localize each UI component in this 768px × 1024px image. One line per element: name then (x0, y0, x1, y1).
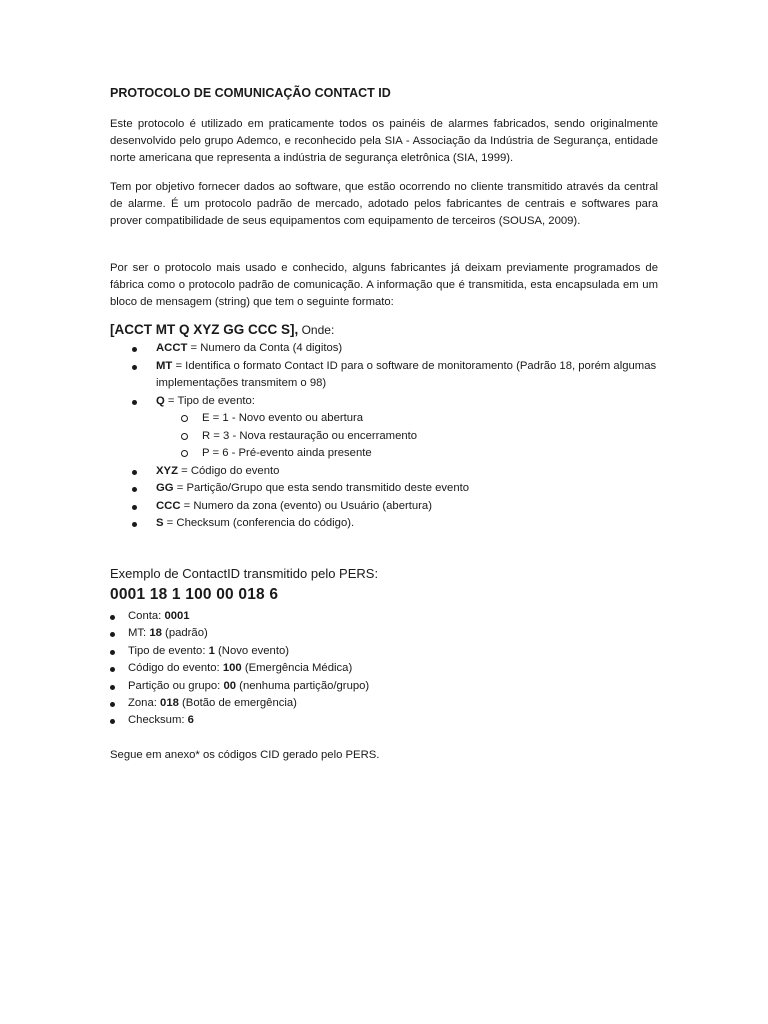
list-item (110, 463, 658, 481)
bullet-icon (132, 522, 137, 527)
bullet-icon (132, 470, 137, 475)
list-item (110, 608, 369, 625)
bullet-icon (132, 347, 137, 352)
list-item (156, 410, 658, 428)
event-type: P = 6 - Pré-evento ainda presente (202, 447, 372, 459)
list-item (156, 428, 658, 446)
field-desc: = Tipo de evento: (164, 394, 255, 407)
bullet-icon (110, 615, 115, 620)
example-label: Zona: (128, 697, 161, 710)
example-label: Código do evento: (128, 662, 223, 675)
bullet-icon (132, 487, 137, 492)
page-title: PROTOCOLO DE COMUNICAÇÃO CONTACT ID (110, 86, 391, 100)
list-item (110, 712, 369, 729)
bullet-icon (132, 505, 137, 510)
list-item (110, 393, 658, 463)
example-value: 100 (222, 662, 242, 675)
field-desc: = Numero da zona (evento) ou Usuário (abertura) (180, 499, 432, 512)
example-extra: (nenhuma partição/grupo) (236, 679, 370, 692)
paragraph-objective: Tem por objetivo fornecer dados ao software, que estão ocorrendo no cliente transmitido através da central de alarme. É um protocolo padrão de mercado, adotado pelos fabricantes de centrais e softwares para prover compatibilidade de seus equipamentos com equipamento de terceiros (SOUSA, 2009). (110, 181, 658, 227)
paragraph-format: Por ser o protocolo mais usado e conhecido, alguns fabricantes já deixam previamente programados de fábrica como o protocolo padrão de comunicação. A informação que é transmitida, esta encapsulada em um bloco de mensagem (string) que tem o seguinte formato: (110, 262, 658, 308)
example-label: Conta: (128, 610, 165, 622)
bullet-icon (110, 685, 115, 690)
event-type-list (156, 410, 658, 463)
bullet-icon (110, 650, 115, 655)
list-item (110, 643, 369, 660)
field-desc: = Checksum (conferencia do código). (163, 517, 355, 529)
field-key: Q (156, 394, 165, 407)
field-key: S (156, 517, 164, 529)
example-value: 018 (160, 697, 179, 710)
bullet-icon (110, 702, 115, 707)
list-item (110, 340, 658, 358)
list-item (110, 480, 658, 498)
bullet-icon (132, 400, 137, 405)
paragraph-intro: Este protocolo é utilizado em praticamente todos os painéis de alarmes fabricados, sendo originalmente desenvolvido pelo grupo Ademco, e reconhecido pela SIA - Associação da Indústria de Segurança, entidade norte americana que representa a indústria de segurança eletrônica (SIA, 1999). (110, 118, 658, 164)
list-item (110, 625, 369, 642)
field-key: CCC (156, 499, 181, 512)
format-suffix: Onde: (298, 323, 335, 337)
field-desc: = Numero da Conta (4 digitos) (187, 342, 343, 354)
circle-bullet-icon (181, 433, 188, 440)
format-code: [ACCT MT Q XYZ GG CCC S], (110, 322, 299, 337)
list-item (110, 358, 658, 393)
message-format (110, 322, 334, 337)
example-extra: (Novo evento) (214, 644, 289, 657)
list-item (110, 660, 369, 677)
field-desc: = Código do evento (177, 464, 280, 477)
circle-bullet-icon (181, 415, 188, 422)
list-item (110, 498, 658, 516)
list-item (156, 445, 658, 463)
example-label: MT: (128, 627, 150, 640)
example-value: 6 (187, 714, 194, 727)
field-key: MT (156, 359, 173, 372)
example-extra: (Emergência Médica) (241, 662, 353, 675)
list-item (110, 695, 369, 712)
example-label: Checksum: (128, 714, 188, 727)
field-desc: = Partição/Grupo que esta sendo transmitido deste evento (173, 482, 470, 494)
example-title: Exemplo de ContactID transmitido pelo PERS: (110, 566, 379, 581)
bullet-icon (110, 632, 115, 637)
event-type: R = 3 - Nova restauração ou encerramento (202, 429, 418, 442)
field-list (110, 340, 658, 533)
example-value: 00 (223, 679, 237, 692)
bullet-icon (110, 667, 115, 672)
bullet-icon (132, 365, 137, 370)
event-type: E = 1 - Novo evento ou abertura (202, 412, 364, 424)
example-label: Partição ou grupo: (128, 679, 224, 692)
example-extra: (Botão de emergência) (178, 697, 297, 710)
footer-note: Segue em anexo* os códigos CID gerado pelo PERS. (110, 749, 380, 761)
example-extra: (padrão) (161, 627, 208, 640)
list-item (110, 678, 369, 695)
example-value: 18 (149, 627, 162, 640)
field-key: ACCT (156, 342, 188, 354)
example-value: 1 (208, 644, 215, 657)
list-item (110, 515, 658, 533)
field-desc: = Identifica o formato Contact ID para o software de monitoramento (Padrão 18, porém algumas implementações transmitem o 98) (156, 359, 657, 389)
example-value: 0001 (164, 610, 190, 622)
bullet-icon (110, 719, 115, 724)
example-label: Tipo de evento: (128, 644, 209, 657)
example-list (110, 608, 369, 730)
field-key: GG (156, 482, 174, 494)
circle-bullet-icon (181, 450, 188, 457)
field-key: XYZ (156, 464, 178, 477)
example-code: 0001 18 1 100 00 018 6 (110, 586, 279, 603)
